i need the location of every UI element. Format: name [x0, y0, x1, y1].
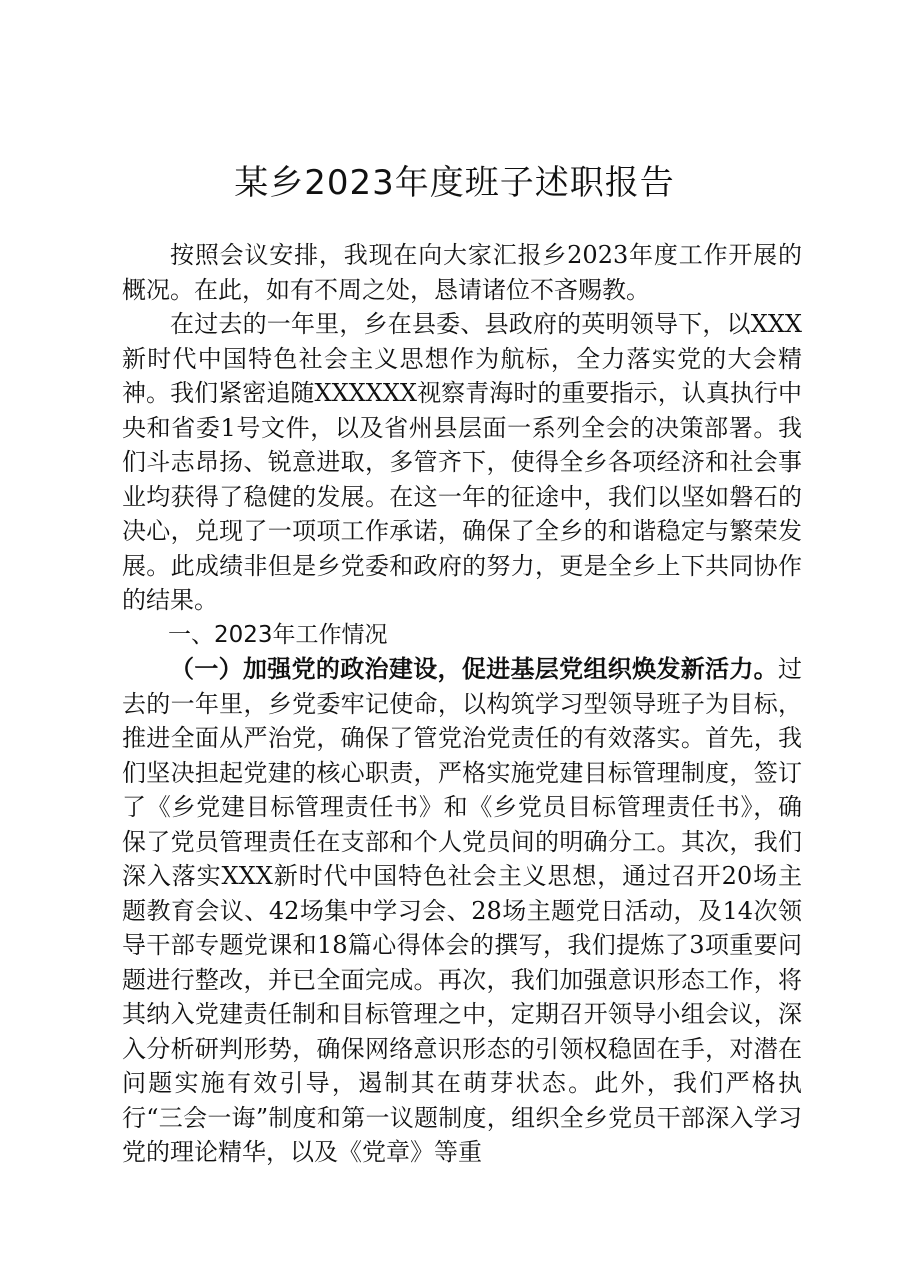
section-heading: 一、2023年工作情况 — [168, 621, 388, 648]
document-title: 某乡2023年度班子述职报告 — [234, 163, 675, 203]
subsection-heading: （一）加强党的政治建设，促进基层党组织焕发新活力。 — [170, 654, 778, 683]
subsection-paragraph — [122, 652, 802, 1170]
subsection-body: 过去的一年里，乡党委牢记使命，以构筑学习型领导班子为目标，推进全面从严治党，确保了管党治党责任的有效落实。首先，我们坚决担起党建的核心职责，严格实施党建目标管理制度，签订了《乡党建目标管理责任书》和《乡党员目标管理责任书》，确保了党员管理责任在支部和个人党员间的明确分工。其次，我们深入落实XXX新时代中国特色社会主义思想，通过召开20场主题教育会议、42场集中学习会、28场主题党日活动，及14次领导干部专题党课和18篇心得体会的撰写，我们提炼了3项重要问题进行整改，并已全面完成。再次，我们加强意识形态工作，将其纳入党建责任制和目标管理之中，定期召开领导小组会议，深入分析研判形势，确保网络意识形态的引领权稳固在手，对潜在问题实施有效引导，遏制其在萌芽状态。此外，我们严格执行“三会一诲”制度和第一议题制度，组织全乡党员干部深入学习党的理论精华，以及《党章》等重 — [122, 655, 802, 1166]
document-body — [122, 238, 802, 1170]
summary-paragraph: 在过去的一年里，乡在县委、县政府的英明领导下，以XXX新时代中国特色社会主义思想作为航标，全力落实党的大会精神。我们紧密追随XXXXXX视察青海时的重要指示，认真执行中央和省委1号文件，以及省州县层面一系列全会的决策部署。我们斗志昂扬、锐意进取，多管齐下，使得全乡各项经济和社会事业均获得了稳健的发展。在这一年的征途中，我们以坚如磐石的决心，兑现了一项项工作承诺，确保了全乡的和谐稳定与繁荣发展。此成绩非但是乡党委和政府的努力，更是全乡上下共同协作的结果。 — [122, 310, 802, 614]
intro-paragraph: 按照会议安排，我现在向大家汇报乡2023年度工作开展的概况。在此，如有不周之处，恳请诸位不吝赐教。 — [122, 241, 802, 304]
